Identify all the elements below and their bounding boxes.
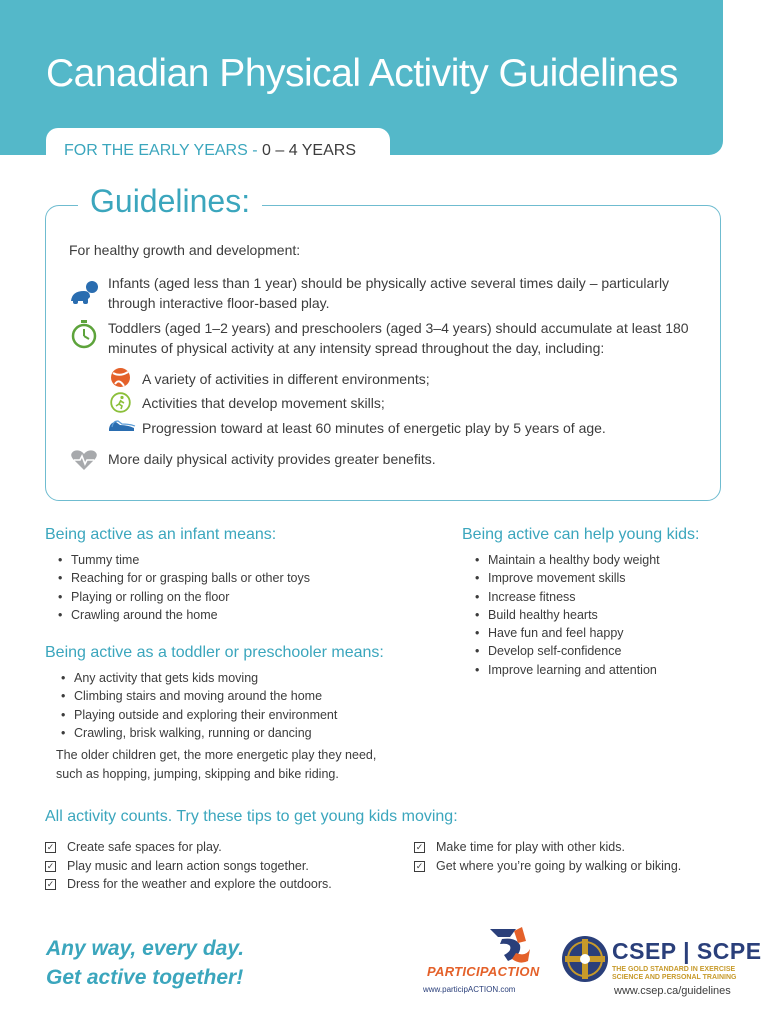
tip-item	[414, 838, 681, 857]
list-item: • Playing outside and exploring their environment	[58, 706, 337, 724]
toddler-note: The older children get, the more energetic play they need, such as hopping, jumping, skipping and bike riding.	[56, 748, 377, 781]
list-item: • Increase fitness	[472, 588, 660, 606]
help-list	[472, 551, 660, 679]
list-item: • Build healthy hearts	[472, 606, 660, 624]
csep-logo-icon	[561, 935, 609, 983]
subtitle-range: 0 – 4 YEARS	[262, 142, 356, 159]
heart-pulse-icon	[70, 449, 98, 471]
tips-right-list	[414, 838, 681, 875]
guidelines-heading-wrap	[78, 183, 262, 220]
infants-guideline: Infants (aged less than 1 year) should be physically active several times daily – particularly through interactive floor-based play.	[108, 275, 670, 311]
toddler-section-heading: Being active as a toddler or preschooler means:	[45, 644, 384, 661]
participaction-logo-icon	[486, 927, 532, 965]
help-section-heading: Being active can help young kids:	[462, 526, 700, 543]
baby-icon	[68, 279, 100, 305]
subtitle-tab	[46, 128, 390, 172]
list-item: • Crawling, brisk walking, running or dancing	[58, 724, 337, 742]
shoes-icon	[108, 419, 136, 433]
list-item: • Improve movement skills	[472, 569, 660, 587]
toddlers-guideline: Toddlers (aged 1–2 years) and preschoolers (aged 3–4 years) should accumulate at least 180 minutes of physical activity at any intensity spread throughout the day, including:	[108, 320, 689, 356]
tip-item	[414, 857, 681, 876]
list-item: • Have fun and feel happy	[472, 624, 660, 642]
more-activity-note: More daily physical activity provides greater benefits.	[108, 451, 436, 467]
subtitle	[64, 142, 356, 160]
participaction-name: PARTICIPACTION	[427, 964, 540, 979]
ball-icon	[110, 367, 131, 388]
tip-text: Create safe spaces for play.	[67, 840, 222, 854]
sub-item-variety: A variety of activities in different environments;	[142, 371, 430, 387]
guidelines-intro: For healthy growth and development:	[69, 242, 301, 258]
list-item: • Crawling around the home	[55, 606, 310, 624]
infant-section-heading: Being active as an infant means:	[45, 526, 277, 543]
page-title: Canadian Physical Activity Guidelines	[46, 52, 678, 95]
runner-icon	[110, 392, 131, 413]
slogan-line2: Get active together!	[46, 966, 244, 989]
checkbox-icon: ✓	[46, 860, 55, 871]
slogan	[46, 934, 244, 992]
list-item: • Playing or rolling on the floor	[55, 588, 310, 606]
tip-text: Get where you’re going by walking or biking.	[436, 858, 682, 873]
subtitle-prefix: FOR THE EARLY YEARS -	[64, 142, 258, 159]
slogan-line1: Any way, every day.	[46, 937, 245, 960]
csep-title: CSEP | SCPE	[612, 938, 762, 964]
sub-item-skills: Activities that develop movement skills;	[142, 395, 385, 411]
tip-text: Play music and learn action songs together.	[67, 858, 309, 873]
list-item: • Maintain a healthy body weight	[472, 551, 660, 569]
tip-item	[45, 857, 332, 876]
list-item: • Any activity that gets kids moving	[58, 669, 337, 687]
toddler-list	[58, 669, 337, 742]
guidelines-heading: Guidelines:	[90, 183, 251, 219]
tip-item	[45, 875, 332, 894]
checkbox-icon: ✓	[415, 842, 424, 852]
list-item: • Develop self-confidence	[472, 642, 660, 660]
tip-item	[45, 838, 332, 857]
stopwatch-icon	[71, 319, 97, 349]
infant-list	[55, 551, 310, 624]
tip-text: Make time for play with other kids.	[436, 840, 625, 854]
sub-item-energetic: Progression toward at least 60 minutes of energetic play by 5 years of age.	[142, 420, 606, 436]
list-item: • Tummy time	[55, 551, 310, 569]
checkbox-icon: ✓	[46, 879, 55, 889]
list-item: • Climbing stairs and moving around the home	[58, 687, 337, 705]
tips-heading: All activity counts. Try these tips to get young kids moving:	[45, 808, 458, 825]
csep-tagline: THE GOLD STANDARD IN EXERCISE SCIENCE AND PERSONAL TRAINING	[612, 966, 737, 981]
tip-text: Dress for the weather and explore the outdoors.	[67, 877, 332, 891]
list-item: • Improve learning and attention	[472, 661, 660, 679]
tips-left-list	[45, 838, 332, 894]
checkbox-icon: ✓	[415, 860, 424, 871]
participaction-url[interactable]: www.participACTION.com	[423, 985, 516, 994]
list-item: • Reaching for or grasping balls or other toys	[55, 569, 310, 587]
csep-url[interactable]: www.csep.ca/guidelines	[614, 985, 731, 997]
checkbox-icon: ✓	[46, 842, 55, 852]
